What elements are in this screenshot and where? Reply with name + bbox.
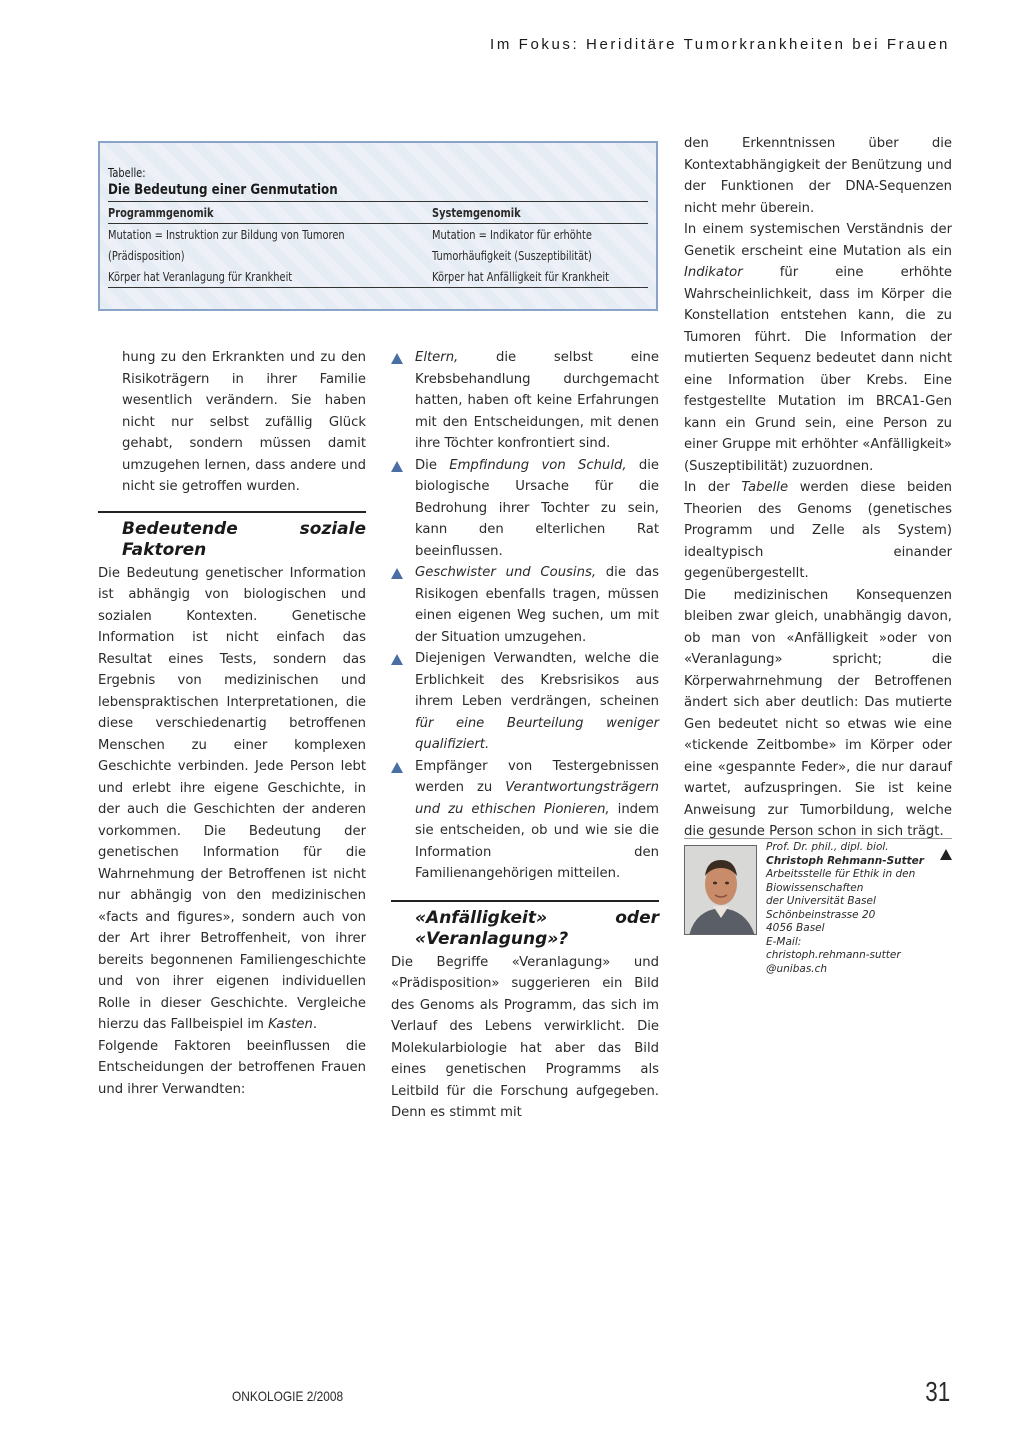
- list-item: Die Empfindung von Schuld, die biologische Ursache für die Bedrohung ihrer Tochter zu sein, kann den elterlichen Rat beeinflussen.: [391, 455, 659, 563]
- table-row: [108, 245, 648, 266]
- column-2: [391, 347, 659, 1124]
- table-header: Programmgenomik: [108, 202, 432, 224]
- paragraph: In der Tabelle werden diese beiden Theorien des Genoms (genetisches Programm und Zelle als System) idealtypisch einander gegenübergestellt.: [684, 480, 952, 581]
- paragraph: den Erkenntnissen über die Kontextabhängigkeit der Benützung und der Funktionen der DNA-Sequenzen nicht mehr überein.: [684, 136, 952, 216]
- author-line: Schönbeinstrasse 20: [766, 908, 876, 921]
- page-number: 31: [925, 1376, 950, 1407]
- list-item: Eltern, die selbst eine Krebsbehandlung durchgemacht hatten, haben oft keine Erfahrungen mit den Entscheidungen, mit denen ihre Töchter konfrontiert sind.: [391, 347, 659, 455]
- table-box: [98, 141, 658, 311]
- portrait-icon: [685, 846, 757, 935]
- paragraph: Folgende Faktoren beeinflussen die Entscheidungen der betroffenen Frauen und ihrer Verwandten:: [98, 1038, 366, 1097]
- table-title: Die Bedeutung einer Genmutation: [108, 182, 338, 198]
- author-info: [766, 841, 956, 976]
- section-heading: Bedeutende soziale Faktoren: [98, 511, 366, 561]
- author-photo: [684, 845, 757, 935]
- comparison-table: [108, 201, 648, 288]
- table-cell: Körper hat Veranlagung für Krankheit: [108, 266, 432, 288]
- triangle-bullet-icon: [391, 568, 403, 579]
- list-item: Geschwister und Cousins, die das Risikogen ebenfalls tragen, müssen einen eigenen Weg suchen, um mit der Situation umzugehen.: [391, 562, 659, 648]
- journal-footer: ONKOLOGIE 2/2008: [232, 1388, 344, 1404]
- column-3: [684, 133, 952, 860]
- author-line: der Universität Basel: [766, 895, 876, 907]
- author-line: E-Mail:: [766, 935, 802, 948]
- author-line: Biowissenschaften: [766, 881, 864, 894]
- table-cell: Tumorhäufigkeit (Suszeptibilität): [432, 248, 592, 263]
- paragraph: Die Bedeutung genetischer Information ist abhängig von biologischen und sozialen Kontexten. Genetische Information ist nicht einfach das Resultat eines Tests, sondern das Ergebnis von medizinischen und lebenspraktischen Interpretationen, die diese verschiedenartig betroffenen Menschen zu einer komplexen Geschichte verbinden. Jede Person lebt und erlebt ihre eigene Geschichte, in der auch die Geschichten der anderen vorkommen. Die Bedeutung der genetischen Information für die Wahrnehmung der Betroffenen ist nicht nur abhängig von den medizinischen «facts and figures», sondern auch von der Art ihrer Betroffenheit, von ihrer bereits begonnenen Familiengeschichte und von ihrer eigenen individuellen Rolle in dieser Geschichte. Vergleiche hierzu das Fallbeispiel im Kasten.: [98, 565, 366, 1032]
- triangle-bullet-icon: [391, 461, 403, 472]
- running-header: Im Fokus: Heriditäre Tumorkrankheiten bei Frauen: [490, 36, 950, 53]
- table-caption: Tabelle:: [108, 166, 146, 180]
- author-box: [684, 838, 952, 979]
- paragraph: hung zu den Erkrankten und zu den Risikoträgern in ihrer Familie wesentlich verändern. Sie haben nicht nur selbst zufällig Glück gehabt, sondern müssen damit umzugehen lernen, dass andere und nicht sie getroffen wurden.: [122, 350, 366, 494]
- section-heading: «Anfälligkeit» oder «Veranlagung»?: [391, 900, 659, 950]
- list-item: Empfänger von Testergebnissen werden zu Verantwortungsträgern und zu ethischen Pionieren, indem sie entscheiden, ob und wie sie die Information den Familienangehörigen mitteilen.: [391, 756, 659, 885]
- paragraph: Die Begriffe «Veranlagung» und «Prädisposition» suggerieren ein Bild des Genoms als Programm, das sich im Verlauf des Lebens verwirklicht. Die Molekularbiologie hat aber das Bild eines genetischen Programms als Leitbild für die Forschung aufgegeben. Denn es stimmt mit: [391, 954, 659, 1120]
- column-1: [98, 347, 366, 1100]
- triangle-bullet-icon: [391, 353, 403, 364]
- author-name: Christoph Rehmann-Sutter: [766, 854, 924, 867]
- table-cell: Mutation = Instruktion zur Bildung von Tumoren: [108, 227, 345, 242]
- table-cell: (Prädisposition): [108, 248, 185, 263]
- triangle-bullet-icon: [391, 654, 403, 665]
- author-email[interactable]: christoph.rehmann-sutter: [766, 949, 901, 961]
- list-item: Diejenigen Verwandten, welche die Erblichkeit des Krebsrisikos aus ihrem Leben verdrängen, scheinen für eine Beurteilung weniger qualifiziert.: [391, 648, 659, 756]
- table-cell: Körper hat Anfälligkeit für Krankheit: [432, 266, 648, 288]
- paragraph: Die medizinischen Konsequenzen bleiben zwar gleich, unabhängig davon, ob man von «Anfälligkeit »oder von «Veranlagung» spricht; die Körperwahrnehmung der Betroffenen ändert sich aber deutlich: Das mutierte Gen bedeutet nicht so etwas wie eine «tickende Zeitbombe» im Körper oder eine «gespannte Feder», die nur darauf wartet, aufzuspringen. Sie ist keine Anweisung zur Tumorbildung, welche die gesunde Person schon in sich trägt.: [684, 585, 952, 843]
- table-row: [108, 266, 648, 288]
- author-email[interactable]: @unibas.ch: [766, 962, 828, 975]
- paragraph: In einem systemischen Verständnis der Genetik erscheint eine Mutation als ein Indikator für eine erhöhte Wahrscheinlichkeit, dass im Körper die Konstellation entstehen kann, die zu Tumoren führt. Die Information der mutierten Sequenz bedeutet dann nicht eine Information über Krebs. Eine festgestellte Mutation im BRCA1-Gen kann ein Grund sein, eine Person zu einer Gruppe mit erhöhter «Anfälligkeit» (Suszeptibilität) zuzuordnen.: [684, 222, 952, 474]
- triangle-bullet-icon: [391, 762, 403, 773]
- table-cell: Mutation = Indikator für erhöhte: [432, 227, 593, 242]
- author-line: 4056 Basel: [766, 922, 825, 934]
- author-title: Prof. Dr. phil., dipl. biol.: [766, 841, 889, 853]
- author-line: Arbeitsstelle für Ethik in den: [766, 868, 916, 880]
- table-row: [108, 224, 648, 246]
- table-header: Systemgenomik: [432, 202, 648, 224]
